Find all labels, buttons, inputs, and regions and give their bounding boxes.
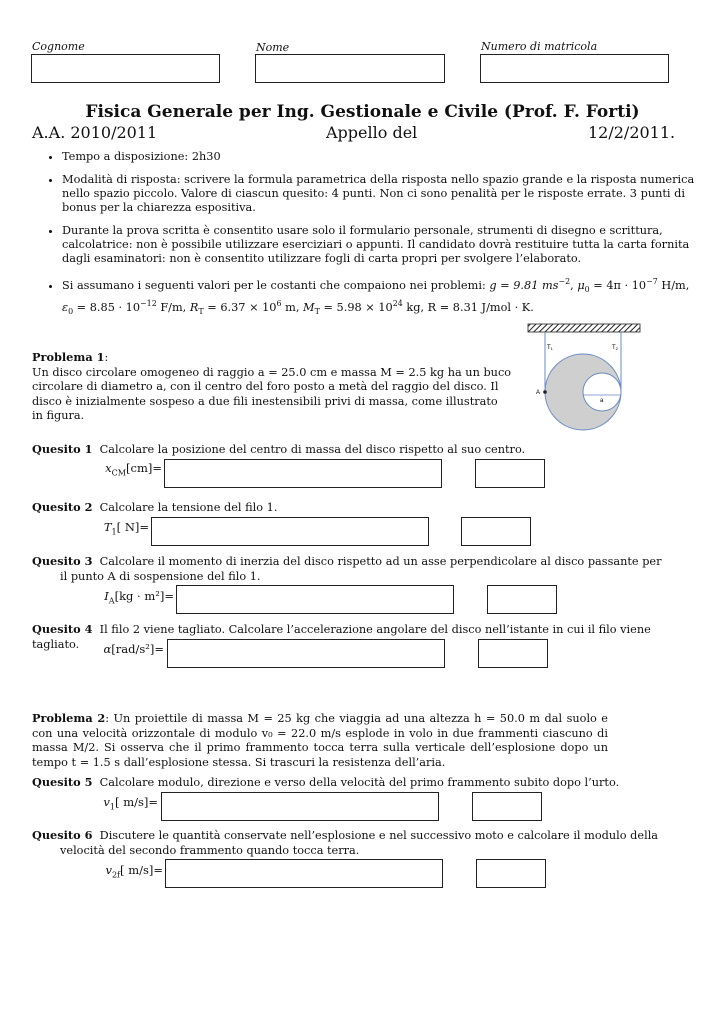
numeric-box-2[interactable]	[461, 517, 531, 546]
formula-box-6[interactable]	[165, 859, 443, 888]
answer-label-3: $I_A[kg \cdot m^2]=$	[104, 589, 174, 606]
formula-box-2[interactable]	[151, 517, 429, 546]
rules-list	[32, 150, 702, 328]
question-4: Quesito 4 Il filo 2 viene tagliato. Calcolare l’accelerazione angolare del disco nell’istante in cui il filo viene tagliato.	[32, 622, 651, 651]
formula-box-4[interactable]	[167, 639, 445, 668]
answer-label-5: $v_1$[ m/s]=	[103, 795, 158, 812]
exam-date: 12/2/2011.	[588, 123, 676, 142]
disk-figure	[526, 322, 642, 432]
disk-with-hole	[545, 354, 621, 430]
question-3: Quesito 3 Calcolare il momento di inerzia del disco rispetto ad un asse perpendicolare al disco passante per il punto A di sospensione del filo 1.	[32, 554, 662, 583]
formula-box-5[interactable]	[161, 792, 439, 821]
ceiling-hatch	[528, 324, 640, 332]
matricola-label: Numero di matricola	[481, 40, 598, 53]
rule-item: • Modalità di risposta: scrivere la formula parametrica della risposta nello spazio grande e la risposta numerica nello spazio piccolo. Valore di ciascun quesito: 4 punti. Non ci sono penalità per le risposte errate. 3 punti di bonus per la chiarezza espositiva.	[62, 173, 702, 215]
problem-2: Problema 2: Un proiettile di massa M = 25 kg che viaggia ad una altezza h = 50.0 m dal suolo e con una velocità orizzontale di modulo v₀ = 22.0 m/s esplode in volo in due frammenti ciascuno di massa M/2. Si osserva che il primo frammento tocca terra sulla verticale dell’esplosione dopo un tempo t = 1.5 s dall’esplosione stessa. Si trascuri la resistenza dell’aria.	[32, 711, 608, 769]
answer-label-1: $x_{CM}[cm]=$	[105, 461, 162, 478]
point-a-label: A	[536, 390, 541, 396]
question-6: Quesito 6 Discutere le quantità conservate nell’esplosione e nel successivo moto e calcolare il modulo della velocità del secondo frammento quando tocca terra.	[32, 828, 659, 857]
question-5: Quesito 5 Calcolare modulo, direzione e verso della velocità del primo frammento subito dopo l’urto.	[32, 775, 620, 789]
numeric-box-4[interactable]	[478, 639, 548, 668]
nome-field[interactable]	[255, 54, 445, 83]
problem-1: Problema 1: Un disco circolare omogeneo di raggio a = 25.0 cm e massa M = 2.5 kg ha un buco circolare di diametro a, con il centro del foro posto a metà del raggio del disco. Il disco è inizialmente sospeso a due fili inestensibili privi di massa, come illustrato in figura.	[32, 350, 512, 422]
rule-item-constants: • Si assumano i seguenti valori per le costanti che compaiono nei problemi: g = 9.81 $ms^{-2}$, $\mu_0 = 4\pi \cdot 10^{-7}$ H/m, $\varepsilon_0 = 8.85 \cdot 10^{-12}$ F/m, $R_T = 6.37 \times 10^6$ m, $M_T = 5.98 \times 10^{24}$ kg, R = 8.31 J/mol · K.	[62, 275, 702, 319]
appello-label: Appello del	[326, 123, 418, 142]
rule-item: • Durante la prova scritta è consentito usare solo il formulario personale, strumenti di disegno e scrittura, calcolatrice: non è possibile utilizzare eserciziari o appunti. Il candidato dovrà restituire tutta la carta fornita dagli esaminatori: non è consentito utilizzare fogli di carta propri per svolgere l’elaborato.	[62, 224, 702, 266]
question-2: Quesito 2 Calcolare la tensione del filo 1.	[32, 500, 278, 514]
t1-label: T1	[547, 345, 553, 351]
numeric-box-5[interactable]	[472, 792, 542, 821]
answer-label-4: α[rad/s²]=	[103, 642, 164, 656]
page-title: Fisica Generale per Ing. Gestionale e Civile (Prof. F. Forti)	[85, 102, 640, 122]
numeric-box-3[interactable]	[487, 585, 557, 614]
length-a-label: a	[600, 398, 604, 404]
numeric-box-1[interactable]	[475, 459, 545, 488]
question-1: Quesito 1 Calcolare la posizione del centro di massa del disco rispetto al suo centro.	[32, 442, 526, 456]
formula-box-1[interactable]	[164, 459, 442, 488]
nome-label: Nome	[256, 41, 290, 54]
matricola-field[interactable]	[480, 54, 669, 83]
answer-label-6: $v_{2f}$[ m/s]=	[105, 863, 163, 880]
cognome-field[interactable]	[31, 54, 220, 83]
academic-year: A.A. 2010/2011	[32, 123, 158, 142]
numeric-box-6[interactable]	[476, 859, 546, 888]
answer-label-2: $T_1$[ N]=	[103, 520, 149, 537]
t2-label: T2	[612, 345, 618, 351]
rule-item: • Tempo a disposizione: 2h30	[62, 150, 702, 164]
formula-box-3[interactable]	[176, 585, 454, 614]
cognome-label: Cognome	[32, 40, 85, 53]
